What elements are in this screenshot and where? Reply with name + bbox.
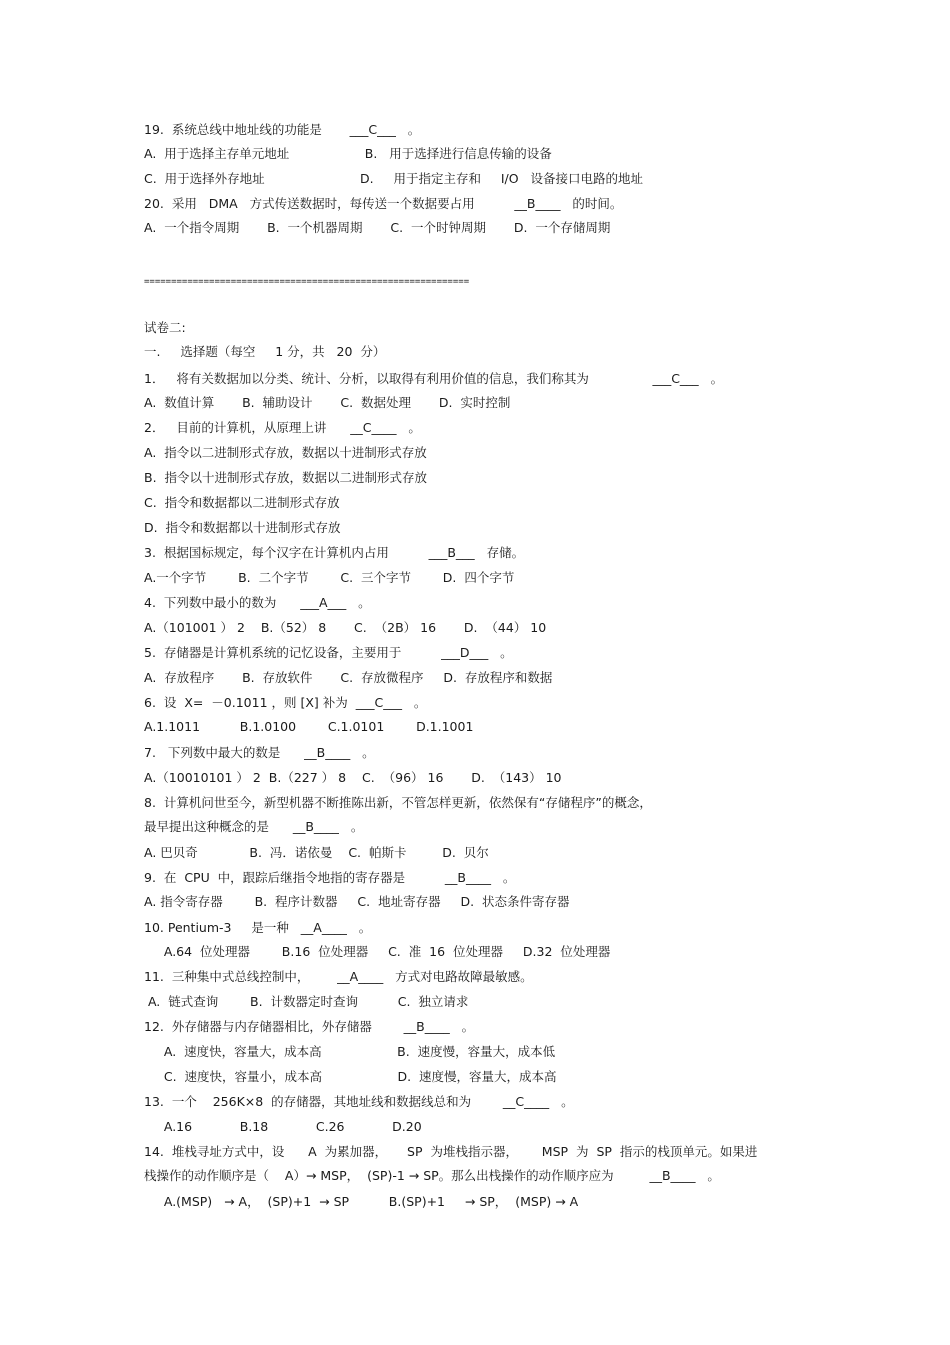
question-2-option-a: A. 指令以二进制形式存放，数据以十进制形式存放	[144, 445, 427, 460]
question-5-stem: 5. 存储器是计算机系统的记忆设备，主要用于 ___D___ 。	[144, 645, 513, 660]
question-2-option-c: C. 指令和数据都以二进制形式存放	[144, 495, 340, 510]
question-20-options: A. 一个指令周期 B. 一个机器周期 C. 一个时钟周期 D. 一个存储周期	[144, 220, 611, 235]
question-6-options: A.1.1011 B.1.0100 C.1.0101 D.1.1001	[144, 719, 474, 734]
question-9-options: A. 指令寄存器 B. 程序计数器 C. 地址寄存器 D. 状态条件寄存器	[144, 894, 570, 909]
question-1-options: A. 数值计算 B. 辅助设计 C. 数据处理 D. 实时控制	[144, 395, 511, 410]
question-19-options-cd: C. 用于选择外存地址 D. 用于指定主存和 I/O 设备接口电路的地址	[144, 171, 644, 186]
question-12-options-ab: A. 速度快，容量大，成本高 B. 速度慢，容量大，成本低	[144, 1044, 556, 1059]
question-13-options: A.16 B.18 C.26 D.20	[144, 1119, 422, 1134]
question-1-stem: 1． 将有关数据加以分类、统计、分析，以取得有利用价值的信息，我们称其为 ___C___ 。	[144, 371, 724, 386]
question-4-stem: 4. 下列数中最小的数为 ___A___ 。	[144, 595, 371, 610]
question-8-stem-line-1: 8. 计算机问世至今，新型机器不断推陈出新，不管怎样更新，依然保有“存储程序”的概念，	[144, 795, 652, 810]
question-8-stem-line-2: 最早提出这种概念的是 __B____ 。	[144, 819, 364, 834]
question-7-options: A.（10010101 ） 2 B.（227 ） 8 C. （96） 16 D. （143） 10	[144, 770, 562, 785]
question-4-options: A.（101001 ） 2 B.（52） 8 C. （2B） 16 D. （44） 10	[144, 620, 547, 635]
question-3-stem: 3. 根据国标规定，每个汉字在计算机内占用 ___B___ 存储。	[144, 545, 525, 560]
question-11-stem: 11. 三种集中式总线控制中， __A____ 方式对电路故障最敏感。	[144, 969, 533, 984]
question-10-stem: 10. Pentium-3 是一种 __A____ 。	[144, 920, 372, 935]
question-14-stem-line-1: 14. 堆栈寻址方式中，设 A 为累加器， SP 为堆栈指示器， MSP 为 SP 指示的栈顶单元。如果进	[144, 1144, 758, 1159]
question-8-options: A. 巴贝奇 B. 冯．诺依曼 C. 帕斯卡 D. 贝尔	[144, 845, 489, 860]
question-2-option-b: B. 指令以十进制形式存放，数据以二进制形式存放	[144, 470, 427, 485]
question-12-options-cd: C. 速度快，容量小，成本高 D. 速度慢，容量大，成本高	[144, 1069, 557, 1084]
question-14-options: A.(MSP) → A， (SP)+1 → SP B.(SP)+1 → SP， (MSP) → A	[144, 1194, 579, 1209]
question-6-stem: 6. 设 X= －0.1011 ，则 [X] 补为 ___C___ 。	[144, 695, 427, 710]
question-20-stem: 20. 采用 DMA 方式传送数据时，每传送一个数据要占用 __B____ 的时间。	[144, 196, 623, 211]
question-2-option-d: D. 指令和数据都以十进制形式存放	[144, 520, 341, 535]
paper-two-title: 试卷二:	[144, 320, 186, 335]
question-3-options: A.一个字节 B. 二个字节 C. 三个字节 D. 四个字节	[144, 570, 515, 585]
section-heading: 一. 选择题（每空 1 分，共 20 分）	[144, 344, 386, 359]
question-7-stem: 7. 下列数中最大的数是 __B____ 。	[144, 745, 375, 760]
question-12-stem: 12. 外存储器与内存储器相比，外存储器 __B____ 。	[144, 1019, 475, 1034]
question-14-stem-line-2: 栈操作的动作顺序是（ A）→ MSP， (SP)-1 → SP。那么出栈操作的动作顺序应为 __B____ 。	[144, 1168, 720, 1183]
question-9-stem: 9. 在 CPU 中，跟踪后继指令地指的寄存器是 __B____ 。	[144, 870, 516, 885]
question-19-options-ab: A. 用于选择主存单元地址 B. 用于选择进行信息传输的设备	[144, 146, 552, 161]
question-10-options: A.64 位处理器 B.16 位处理器 C. 准 16 位处理器 D.32 位处理器	[144, 944, 611, 959]
question-19-stem: 19. 系统总线中地址线的功能是 ___C___ 。	[144, 122, 421, 137]
question-13-stem: 13. 一个 256K×8 的存储器，其地址线和数据线总和为 __C____ 。	[144, 1094, 574, 1109]
question-5-options: A. 存放程序 B. 存放软件 C. 存放微程序 D. 存放程序和数据	[144, 670, 553, 685]
question-11-options: A. 链式查询 B. 计数器定时查询 C. 独立请求	[144, 994, 469, 1009]
section-separator: ============================================================	[144, 277, 470, 287]
question-2-stem: 2． 目前的计算机，从原理上讲 __C____ 。	[144, 420, 421, 435]
